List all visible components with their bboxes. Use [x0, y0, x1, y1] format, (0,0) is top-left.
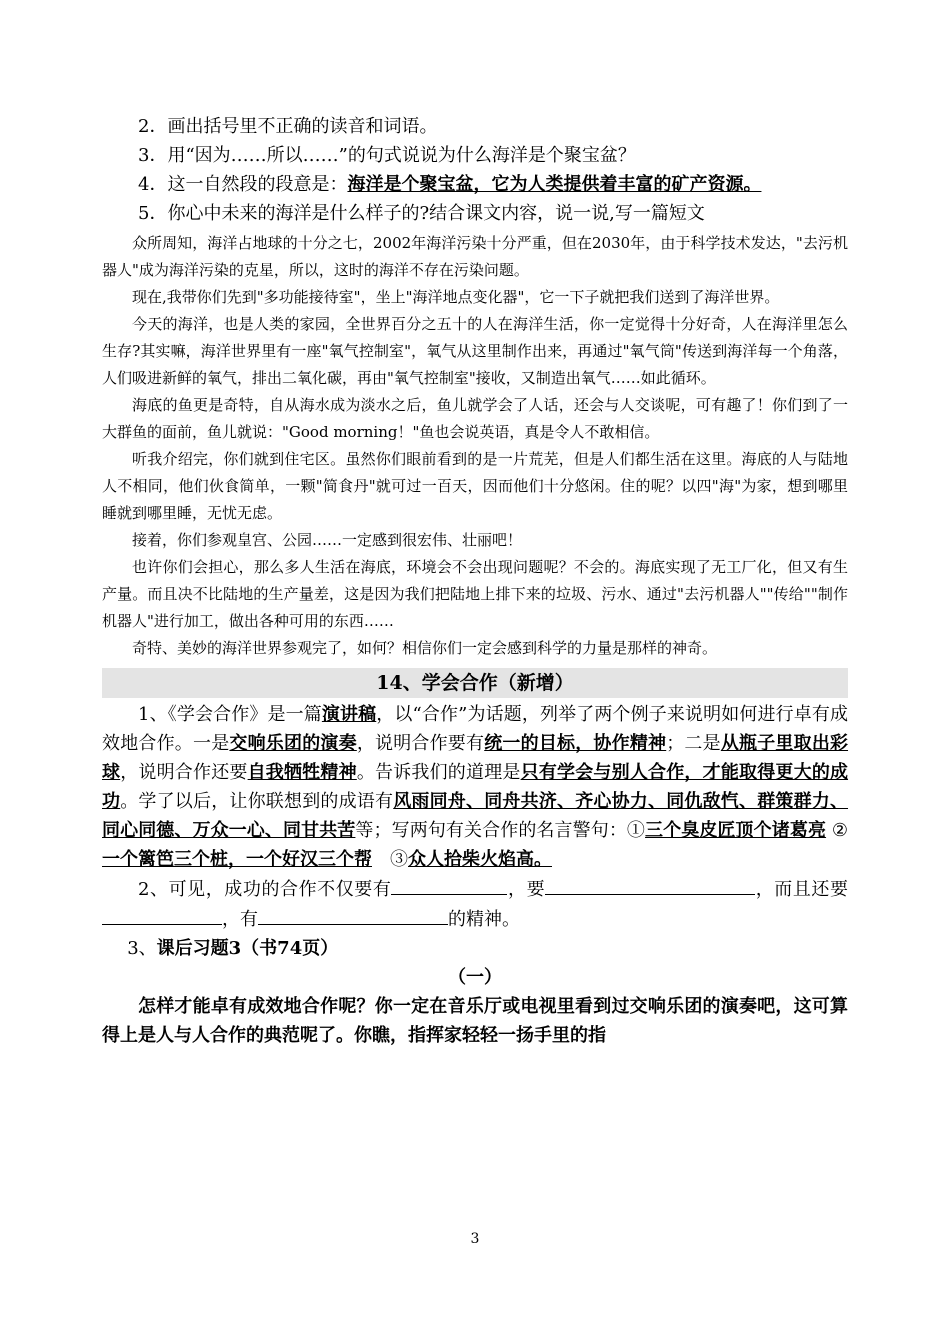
essay-paragraph: 海底的鱼更是奇特，自从海水成为淡水之后，鱼儿就学会了人话，还会与人交谈呢，可有趣了！你们到了一大群鱼的面前，鱼儿就说："Good morning！"鱼也会说英语，真是令人不敢相信。 — [102, 396, 848, 441]
page-number: 3 — [470, 1231, 480, 1247]
question-3: 3．用“因为……所以……”的句式说说为什么海洋是个聚宝盆？ — [138, 145, 636, 166]
fill-blank[interactable] — [102, 904, 222, 925]
text: 1、《学会合作》是一篇 — [138, 704, 322, 725]
essay-paragraph: 也许你们会担心，那么多人生活在海底，环境会不会出现问题呢？不会的。海底实现了无工厂化，但又有生产量。而且决不比陆地的生产量差，这是因为我们把陆地上排下来的垃圾、污水、通过"去污机器人""传给""制作机器人"进行加工，做出各种可用的东西…… — [102, 558, 848, 630]
text: ；二是 — [666, 733, 721, 754]
text: 3、 — [127, 938, 157, 959]
sub-heading: （一） — [448, 967, 502, 988]
text: 2、可见，成功的合作不仅要有 — [138, 879, 392, 900]
fill-blank[interactable] — [391, 874, 507, 895]
reading-passage: 怎样才能卓有成效地合作呢？你一定在音乐厅或电视里看到过交响乐团的演奏吧，这可算得上是人与人合作的典范呢了。你瞧，指挥家轻轻一扬手里的指 — [102, 996, 848, 1046]
lesson-paragraph-2 — [102, 874, 848, 934]
quote-answer: 三个臭皮匠顶个诸葛亮 — [645, 820, 827, 841]
lesson-title: 14、学会合作（新增） — [102, 668, 848, 698]
answer: 从瓶子里取出彩球 — [102, 733, 849, 783]
question-4-prefix: 4．这一自然段的段意是： — [138, 174, 348, 195]
exercise-reference: 课后习题3（书74页） — [156, 938, 339, 959]
lesson-paragraph-1 — [102, 700, 848, 874]
text: 等；写两句有关合作的名言警句：① — [355, 820, 646, 841]
text: ，有 — [222, 909, 258, 930]
essay-paragraph: 奇特、美妙的海洋世界参观完了，如何？相信你们一定会感到科学的力量是那样的神奇。 — [132, 639, 718, 657]
text: 。学了以后，让你联想到的成语有 — [120, 791, 394, 812]
essay-paragraph: 现在,我带你们先到"多功能接待室"，坐上"海洋地点变化器"，它一下子就把我们送到了海洋世界。 — [132, 288, 780, 306]
fill-blank[interactable] — [545, 874, 755, 895]
document-page — [102, 112, 848, 1050]
quote-answer: 众人拾柴火焰高。 — [408, 849, 552, 870]
essay-paragraph: 接着，你们参观皇宫、公园……一定感到很宏伟、壮丽吧！ — [132, 531, 523, 549]
text: 。告诉我们的道理是 — [356, 762, 521, 783]
answer: 交响乐团的演奏 — [229, 733, 357, 754]
text: ，而且还要 — [755, 879, 849, 900]
text: ，以“合作”为话题，列举了两个例子来说明如何进行卓有成效地合作。一是 — [102, 704, 849, 754]
essay-paragraph: 众所周知，海洋占地球的十分之七，2002年海洋污染十分严重，但在2030年，由于科学技术发达，"去污机器人"成为海洋污染的克星，所以，这时的海洋不存在污染问题。 — [102, 234, 848, 279]
idioms-answer: 风雨同舟、同舟共济、齐心协力、同仇敌忾、群策群力、同心同德、万众一心、同甘共苦 — [102, 791, 849, 841]
quote-answer: 一个篱笆三个桩，一个好汉三个帮 — [102, 849, 372, 870]
essay-paragraph: 今天的海洋，也是人类的家园，全世界百分之五十的人在海洋生活，你一定觉得十分好奇，人在海洋里怎么生存?其实嘛，海洋世界里有一座"氧气控制室"，氧气从这里制作出来，再通过"氧气筒"传送到海洋每一个角落，人们吸进新鲜的氧气，排出二氧化碳，再由"氧气控制室"接收，又制造出氧气……如此循环。 — [102, 315, 848, 387]
question-5: 5．你心中未来的海洋是什么样子的?结合课文内容，说一说,写一篇短文 — [138, 203, 705, 224]
fill-blank[interactable] — [258, 904, 448, 925]
text: ② — [826, 820, 849, 841]
essay-paragraph: 听我介绍完，你们就到住宅区。虽然你们眼前看到的是一片荒芜，但是人们都生活在这里。海底的人与陆地人不相同，他们伙食简单，一颗"简食丹"就可过一百天，因而他们十分悠闲。住的呢？以四"海"为家，想到哪里睡就到哪里睡，无忧无虑。 — [102, 450, 848, 522]
question-4 — [102, 170, 848, 199]
answer: 只有学会与别人合作，才能取得更大的成功 — [102, 762, 849, 812]
answer: 自我牺牲精神 — [247, 762, 357, 783]
text: ，说明合作要有 — [356, 733, 485, 754]
question-4-answer: 海洋是个聚宝盆，它为人类提供着丰富的矿产资源。 — [347, 174, 762, 195]
text: ，说明合作还要 — [120, 762, 248, 783]
text: ，要 — [507, 879, 546, 900]
essay — [102, 230, 848, 662]
answer: 演讲稿 — [321, 704, 377, 725]
question-2: 2．画出括号里不正确的读音和词语。 — [138, 116, 438, 137]
text: 的精神。 — [448, 909, 520, 930]
text: ③ — [372, 849, 408, 870]
answer: 统一的目标，协作精神 — [484, 733, 667, 754]
lesson-paragraph-3 — [102, 934, 848, 963]
